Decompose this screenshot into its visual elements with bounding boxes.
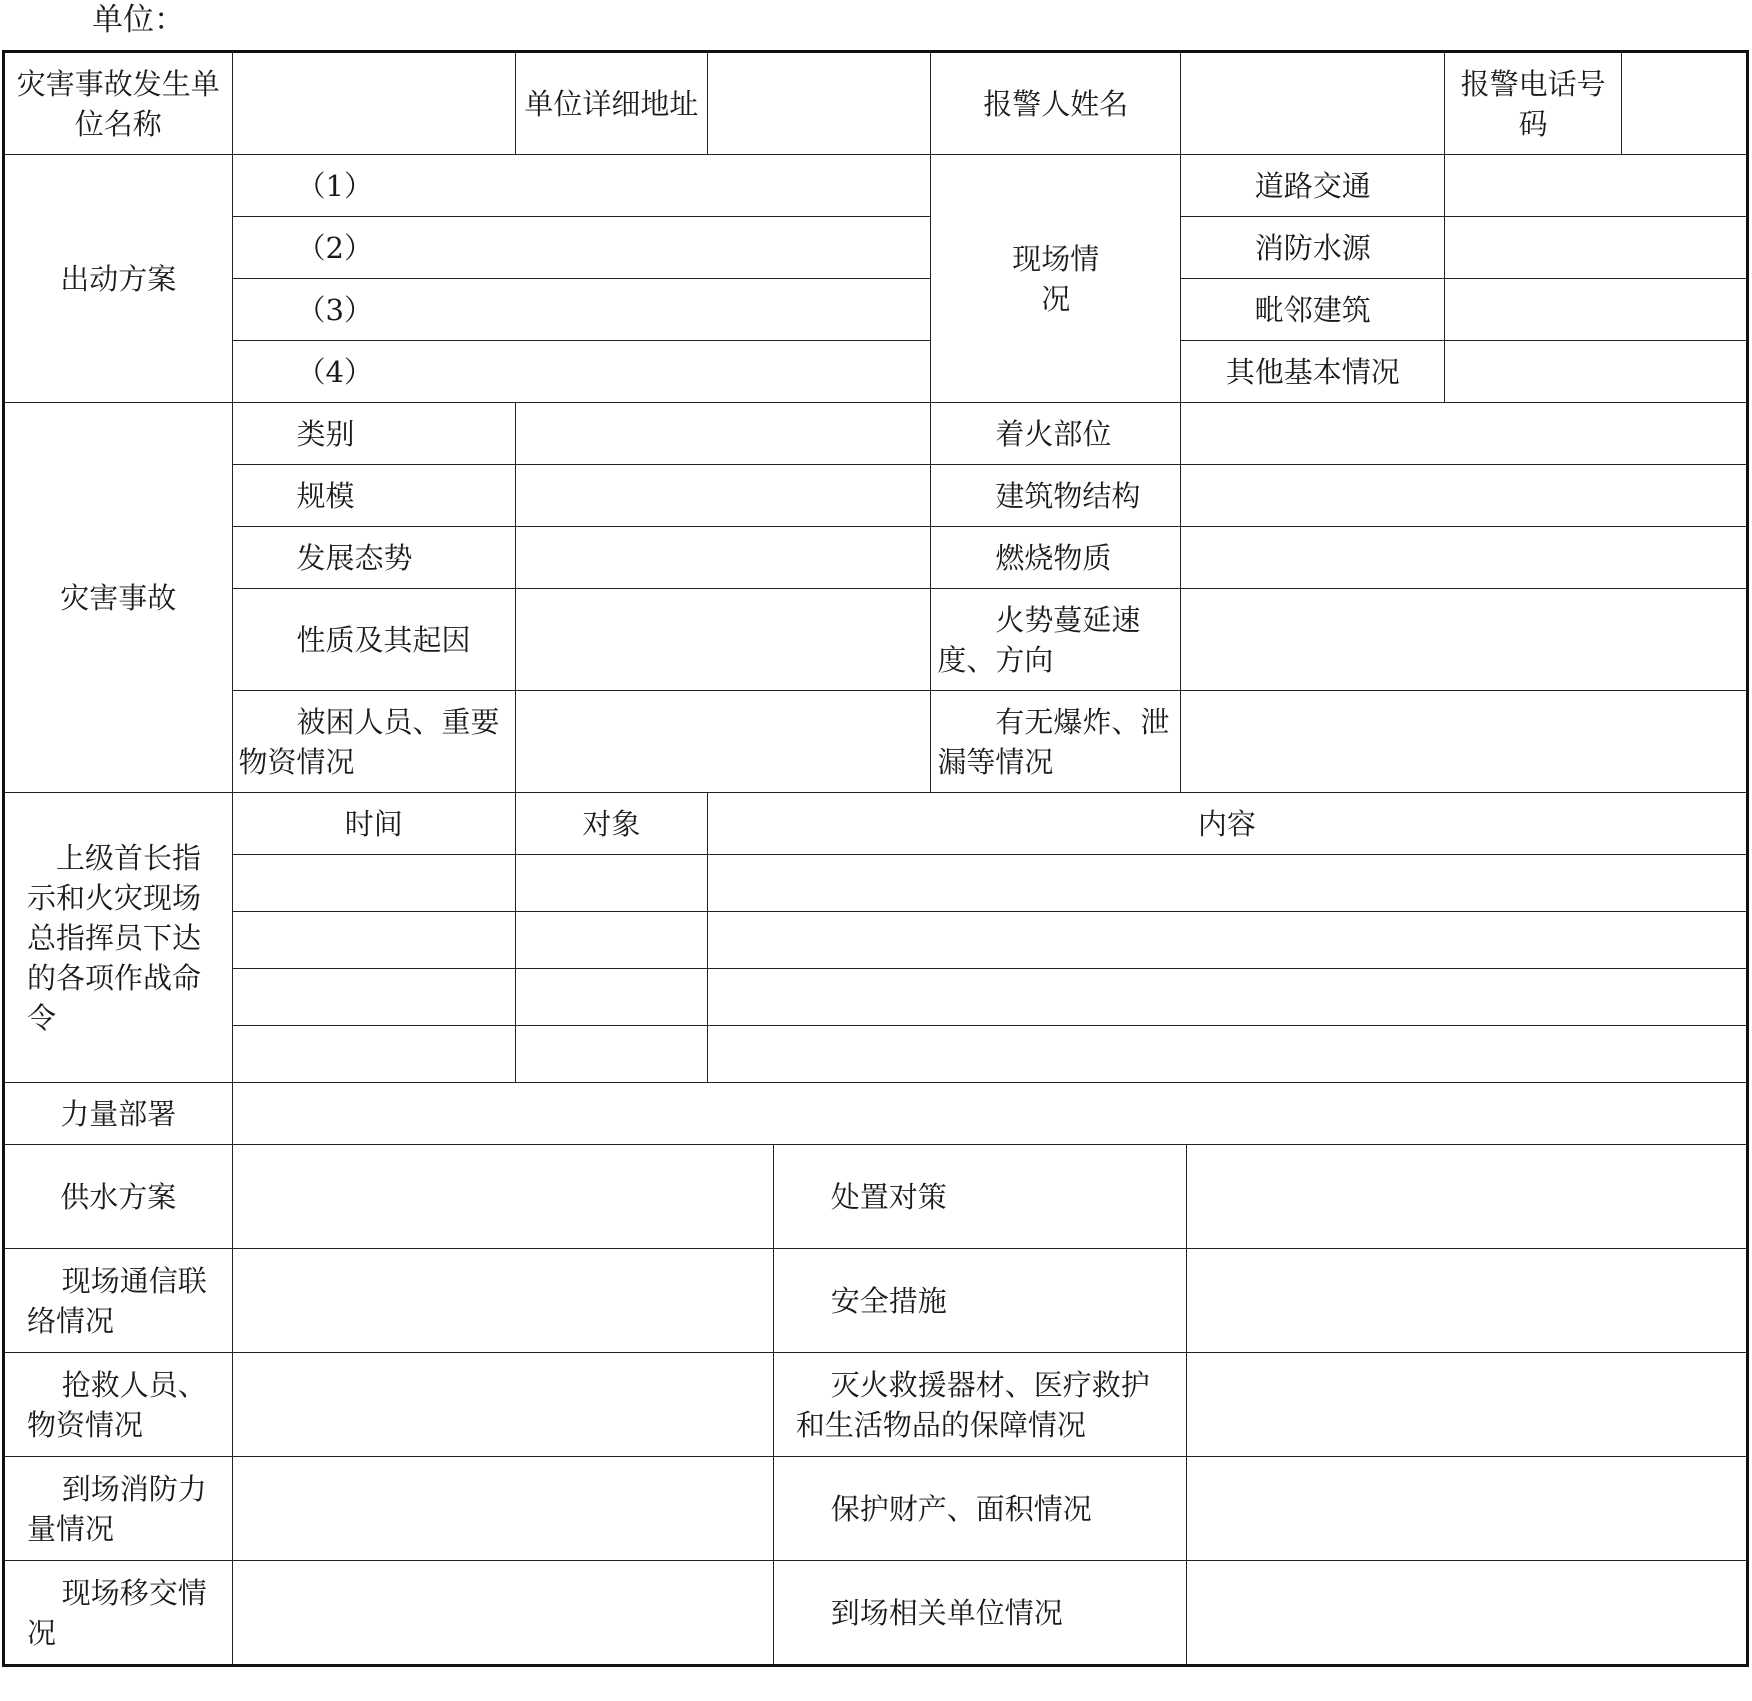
- water-supply-field[interactable]: [232, 1145, 773, 1249]
- fire-force-field[interactable]: [232, 1457, 773, 1561]
- related-units-label: 到场相关单位情况: [773, 1561, 1186, 1666]
- related-units-field[interactable]: [1187, 1561, 1748, 1666]
- dispatch-item-2[interactable]: （2）: [232, 217, 931, 279]
- orders-time-cell[interactable]: [232, 912, 515, 969]
- orders-col-time: 时间: [232, 793, 515, 855]
- equipment-supply-field[interactable]: [1187, 1353, 1748, 1457]
- orders-label: 上级首长指示和火灾现场总指挥员下达的各项作战命令: [4, 793, 233, 1083]
- property-protection-field[interactable]: [1187, 1457, 1748, 1561]
- communication-field[interactable]: [232, 1249, 773, 1353]
- rescue-label: 抢救人员、物资情况: [4, 1353, 233, 1457]
- countermeasure-field[interactable]: [1187, 1145, 1748, 1249]
- safety-measures-field[interactable]: [1187, 1249, 1748, 1353]
- disaster-label: 灾害事故: [4, 403, 233, 793]
- orders-content-cell[interactable]: [707, 1026, 1747, 1083]
- equipment-supply-label: 灭火救援器材、医疗救护和生活物品的保障情况: [773, 1353, 1186, 1457]
- scene-road-field[interactable]: [1445, 155, 1748, 217]
- property-protection-label: 保护财产、面积情况: [773, 1457, 1186, 1561]
- countermeasure-label: 处置对策: [773, 1145, 1186, 1249]
- fire-spread-label: 火势蔓延速度、方向: [931, 589, 1181, 691]
- scene-item-adjacent: 毗邻建筑: [1181, 279, 1445, 341]
- orders-target-cell[interactable]: [515, 969, 707, 1026]
- fire-force-label: 到场消防力量情况: [4, 1457, 233, 1561]
- reporter-name-label: 报警人姓名: [931, 52, 1181, 155]
- fire-location-label: 着火部位: [931, 403, 1181, 465]
- building-structure-field[interactable]: [1181, 465, 1748, 527]
- orders-target-cell[interactable]: [515, 1026, 707, 1083]
- deployment-field[interactable]: [232, 1083, 1747, 1145]
- orders-time-cell[interactable]: [232, 855, 515, 912]
- handover-label: 现场移交情况: [4, 1561, 233, 1666]
- scene-label: 现场情况: [931, 155, 1181, 403]
- disaster-scale-field[interactable]: [515, 465, 930, 527]
- address-label: 单位详细地址: [515, 52, 707, 155]
- dispatch-label: 出动方案: [4, 155, 233, 403]
- orders-content-cell[interactable]: [707, 855, 1747, 912]
- disaster-scale-label: 规模: [232, 465, 515, 527]
- water-supply-label: 供水方案: [4, 1145, 233, 1249]
- scene-other-field[interactable]: [1445, 341, 1748, 403]
- disaster-category-field[interactable]: [515, 403, 930, 465]
- scene-item-road: 道路交通: [1181, 155, 1445, 217]
- deployment-label: 力量部署: [4, 1083, 233, 1145]
- orders-time-cell[interactable]: [232, 1026, 515, 1083]
- handover-field[interactable]: [232, 1561, 773, 1666]
- dispatch-item-4[interactable]: （4）: [232, 341, 931, 403]
- scene-water-field[interactable]: [1445, 217, 1748, 279]
- dispatch-item-3[interactable]: （3）: [232, 279, 931, 341]
- burning-material-field[interactable]: [1181, 527, 1748, 589]
- orders-content-cell[interactable]: [707, 969, 1747, 1026]
- incident-record-form: [2, 50, 1749, 1667]
- fire-location-field[interactable]: [1181, 403, 1748, 465]
- address-field[interactable]: [707, 52, 930, 155]
- trapped-persons-label: 被困人员、重要物资情况: [232, 691, 515, 793]
- reporter-name-field[interactable]: [1181, 52, 1445, 155]
- explosion-leak-label: 有无爆炸、泄漏等情况: [931, 691, 1181, 793]
- fire-spread-field[interactable]: [1181, 589, 1748, 691]
- explosion-leak-field[interactable]: [1181, 691, 1748, 793]
- unit-name-label: 灾害事故发生单位名称: [4, 52, 233, 155]
- orders-col-target: 对象: [515, 793, 707, 855]
- rescue-field[interactable]: [232, 1353, 773, 1457]
- orders-target-cell[interactable]: [515, 912, 707, 969]
- scene-item-other: 其他基本情况: [1181, 341, 1445, 403]
- orders-content-cell[interactable]: [707, 912, 1747, 969]
- orders-col-content: 内容: [707, 793, 1747, 855]
- unit-label: 单位：: [92, 2, 185, 38]
- dispatch-item-1[interactable]: （1）: [232, 155, 931, 217]
- safety-measures-label: 安全措施: [773, 1249, 1186, 1353]
- scene-adjacent-field[interactable]: [1445, 279, 1748, 341]
- unit-name-field[interactable]: [232, 52, 515, 155]
- orders-target-cell[interactable]: [515, 855, 707, 912]
- scene-item-water: 消防水源: [1181, 217, 1445, 279]
- orders-time-cell[interactable]: [232, 969, 515, 1026]
- reporter-phone-label: 报警电话号码: [1445, 52, 1622, 155]
- trapped-persons-field[interactable]: [515, 691, 930, 793]
- disaster-cause-label: 性质及其起因: [232, 589, 515, 691]
- disaster-cause-field[interactable]: [515, 589, 930, 691]
- reporter-phone-field[interactable]: [1622, 52, 1748, 155]
- building-structure-label: 建筑物结构: [931, 465, 1181, 527]
- disaster-category-label: 类别: [232, 403, 515, 465]
- burning-material-label: 燃烧物质: [931, 527, 1181, 589]
- communication-label: 现场通信联络情况: [4, 1249, 233, 1353]
- disaster-trend-label: 发展态势: [232, 527, 515, 589]
- disaster-trend-field[interactable]: [515, 527, 930, 589]
